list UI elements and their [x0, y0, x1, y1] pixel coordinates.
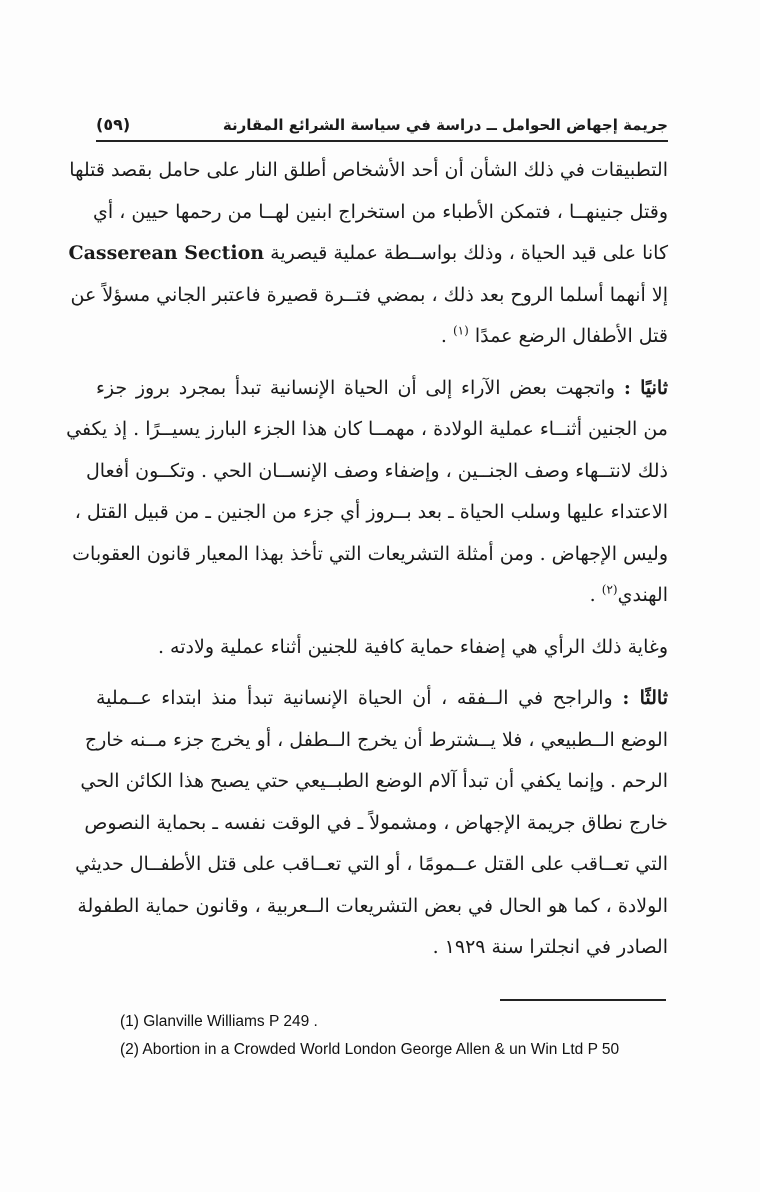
paragraph-3-line-1: وغاية ذلك الرأي هي إضفاء حماية كافية للجنين أثناء عملية ولادته .: [157, 635, 668, 658]
footnote-ref-1: (١): [452, 323, 469, 338]
footnote-ref-2: (٢): [601, 582, 618, 597]
paragraph-1-line-4: إلا أنهما أسلما الروح بعد ذلك ، بمضي فتــرة قصيرة فاعتبر الجاني مسؤلاً عن: [70, 283, 668, 306]
paragraph-1-line-1: التطبيقات في ذلك الشأن أن أحد الأشخاص أطلق النار على حامل بقصد قتلها: [69, 159, 668, 181]
latin-term: Casserean Section: [68, 242, 265, 264]
paragraph-2-line-1: [96, 368, 668, 410]
paragraph-4-line-6: الولادة ، كما هو الحال في بعض التشريعات الــعربية ، وقانون حماية الطفولة: [77, 894, 668, 917]
paragraph-4-lead: ثالثًا :: [622, 687, 668, 709]
paragraph-4-line-1-text: والراجح في الــفقه ، أن الحياة الإنسانية تبدأ منذ ابتداء عــملية: [96, 687, 613, 709]
paragraph-4-line-7: الصادر في انجلترا سنة ١٩٢٩ .: [432, 936, 668, 958]
paragraph-2-line-2: من الجنين أثنــاء عملية الولادة ، مهمــا كان هذا الجزء البارز يسيــرًا . إذ يكفي: [66, 418, 668, 440]
paragraph-1-line-2: وقتل جنينهــا ، فتمكن الأطباء من استخراج ابنين لهــا من رحمها حيين ، أي: [93, 200, 668, 223]
paragraph-1-line-3-text: كانا على قيد الحياة ، وذلك بواســطة عملية قيصرية: [270, 242, 668, 264]
paragraph-2-line-6: الهندي$^{(٢)}$ .: [589, 582, 668, 606]
page-number: (٥٩): [96, 115, 131, 134]
paragraph-4-line-4: خارج نطاق جريمة الإجهاض ، ومشمولاً ـ في الوقت نفسه ـ بحماية النصوص: [84, 811, 668, 834]
footnotes: [120, 1008, 680, 1064]
paragraph-1-line-3: [68, 233, 668, 275]
paragraph-4-line-1: [96, 678, 668, 720]
paragraph-4-line-5: التي تعــاقب على القتل عــمومًا ، أو التي تعــاقب على قتل الأطفــال حديثي: [75, 853, 668, 875]
footnote-1: (1) Glanville Williams P 249 .: [120, 1013, 318, 1030]
paragraph-1-line-5: قتل الأطفال الرضع عمدًا $^{(١)}$ .: [440, 323, 668, 347]
footnote-divider: [500, 999, 666, 1001]
body-text: [66, 150, 668, 969]
page-header: [96, 104, 668, 134]
header-divider: [96, 140, 668, 142]
paragraph-2-lead: ثانيًا :: [623, 376, 668, 399]
paragraph-4-line-3: الرحم . وإنما يكفي أن تبدأ آلام الوضع الطبــيعي حتي يصبح هذا الكائن الحي: [80, 770, 668, 792]
footnote-2: (2) Abortion in a Crowded World London George Allen & un Win Ltd P 50: [120, 1041, 620, 1058]
paragraph-1-line-5-text: قتل الأطفال الرضع عمدًا: [474, 325, 668, 347]
running-title: جريمة إجهاض الحوامل ــ دراسة في سياسة الشرائع المقارنة: [222, 116, 668, 134]
paragraph-4-line-2: الوضع الــطبيعي ، فلا يــشترط أن يخرج الــطفل ، أو يخرج جزء مــنه خارج: [84, 728, 668, 751]
paragraph-2-line-6-text: الهندي: [617, 584, 668, 606]
paragraph-2-line-3: ذلك لانتــهاء وصف الجنــين ، وإضفاء وصف الإنســان الحي . وتكــون أفعال: [86, 459, 668, 482]
paragraph-2-line-5: وليس الإجهاض . ومن أمثلة التشريعات التي تأخذ بهذا المعيار قانون العقوبات: [72, 542, 668, 565]
paragraph-2-line-4: الاعتداء عليها وسلب الحياة ـ بعد بــروز أي جزء من الجنين ـ من قبيل القتل ،: [74, 501, 668, 523]
paragraph-2-line-1-text: واتجهت بعض الآراء إلى أن الحياة الإنسانية تبدأ بمجرد بروز جزء: [96, 376, 616, 399]
